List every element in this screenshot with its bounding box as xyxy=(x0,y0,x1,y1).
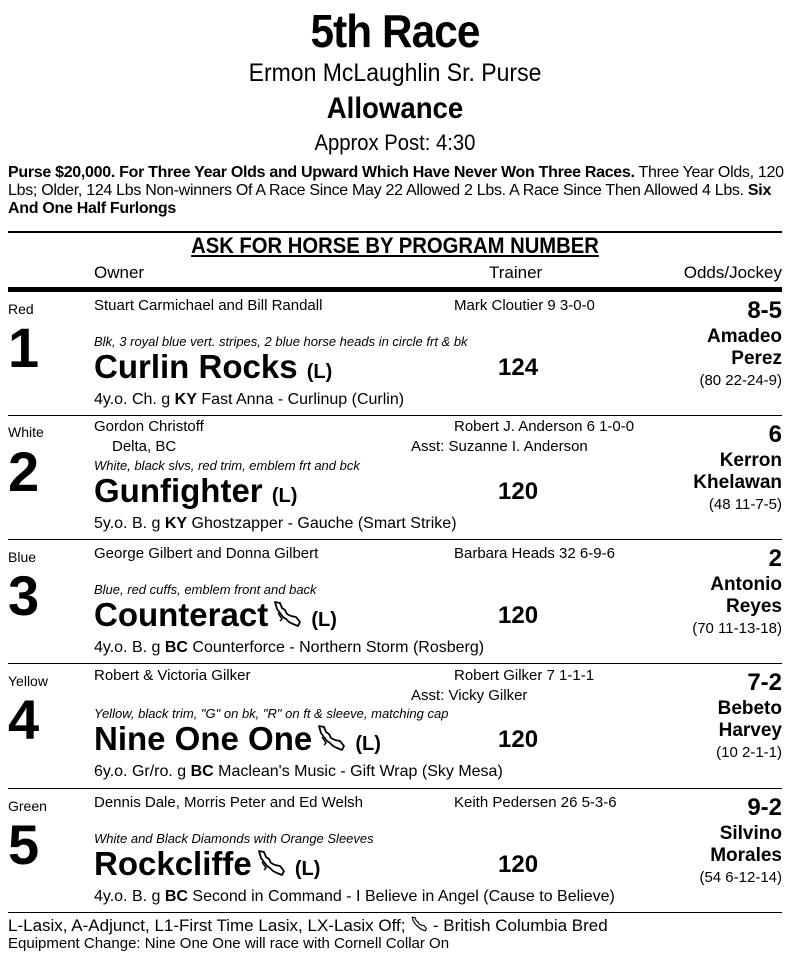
silks: White, black slvs, red trim, emblem frt and bck xyxy=(94,458,360,473)
trainer: Barbara Heads 32 6-9-6 xyxy=(454,545,615,562)
race-type: Allowance xyxy=(326,92,464,125)
jockey-stats: (10 2-1-1) xyxy=(716,744,782,761)
odds-jockey-column-header: Odds/Jockey xyxy=(683,263,782,282)
conditions-bold: Purse $20,000. For Three Year Olds and Upward Which Have Never Won Three Races. xyxy=(8,164,635,181)
conditions-plain: Three Year Olds, 120 Lbs; Older, 124 Lbs Non-winners Of A Race Since May 22 Allowed 2 Lbs. A Race Since Then Allowed 4 Lbs. xyxy=(8,164,784,199)
jockey-stats: (80 22-24-9) xyxy=(699,372,782,389)
medication: (L) xyxy=(306,361,333,383)
saddle-color: White xyxy=(8,424,44,440)
saddle-color: Blue xyxy=(8,549,37,565)
owner: Gordon Christoff xyxy=(94,418,204,435)
assistant-trainer: Asst: Suzanne I. Anderson xyxy=(411,438,588,455)
owner: Robert & Victoria Gilker xyxy=(94,667,251,684)
bc-bred-icon xyxy=(410,916,428,937)
odds: 2 xyxy=(768,545,782,572)
jockey-stats: (54 6-12-14) xyxy=(699,869,782,886)
horse-name-line xyxy=(94,471,297,516)
bred-state: BC xyxy=(164,888,188,905)
odds: 6 xyxy=(768,421,782,448)
pedigree xyxy=(94,887,615,907)
age-sex: 4y.o. B. g xyxy=(94,639,165,656)
footer-divider xyxy=(8,912,782,913)
bc-bred-icon xyxy=(272,597,302,637)
medication: (L) xyxy=(355,733,381,755)
entry-2 xyxy=(0,416,790,540)
horse-name: Gunfighter xyxy=(94,472,263,509)
ask-banner: ASK FOR HORSE BY PROGRAM NUMBER xyxy=(191,233,599,258)
medication: (L) xyxy=(311,609,337,631)
pedigree xyxy=(94,638,484,658)
age-sex: 4y.o. Ch. g xyxy=(94,391,175,408)
legend-bc-text: - British Columbia Bred xyxy=(428,916,608,935)
entry-3 xyxy=(0,540,790,664)
jockey: Antonio Reyes xyxy=(710,574,782,617)
bred-state: KY xyxy=(174,391,197,408)
medication: (L) xyxy=(294,858,321,880)
jockey-stats: (48 11-7-5) xyxy=(708,496,782,513)
jockey: Bebeto Harvey xyxy=(717,698,782,741)
entry-5 xyxy=(0,789,790,913)
legend-text: L-Lasix, A-Adjunct, L1-First Time Lasix, LX-Lasix Off; xyxy=(8,916,411,935)
program-number: 4 xyxy=(8,688,40,751)
silks: Yellow, black trim, "G" on bk, "R" on ft & sleeve, matching cap xyxy=(94,706,449,721)
entry-4 xyxy=(0,664,790,788)
jockey: Amadeo Perez xyxy=(707,326,782,369)
weight: 120 xyxy=(498,851,539,878)
bc-bred-icon xyxy=(316,721,346,761)
purse-name: Ermon McLaughlin Sr. Purse xyxy=(248,59,542,87)
pedigree xyxy=(94,762,503,782)
sire-dam: Fast Anna - Curlinup (Curlin) xyxy=(196,391,405,408)
horse-name: Curlin Rocks xyxy=(94,348,298,385)
silks: Blue, red cuffs, emblem front and back xyxy=(94,582,317,597)
pedigree xyxy=(94,390,404,410)
horse-name-line xyxy=(94,844,320,889)
owner: Stuart Carmichael and Bill Randall xyxy=(94,297,323,314)
sire-dam: Ghostzapper - Gauche (Smart Strike) xyxy=(187,515,457,532)
saddle-color: Yellow xyxy=(8,673,48,689)
odds: 9-2 xyxy=(747,794,782,821)
pedigree xyxy=(94,514,457,534)
program-number: 5 xyxy=(8,813,40,876)
horse-name: Rockcliffe xyxy=(94,845,252,882)
weight: 124 xyxy=(498,354,539,381)
owner-column-header: Owner xyxy=(94,263,145,282)
trainer: Robert Gilker 7 1-1-1 xyxy=(454,667,595,684)
program-number: 2 xyxy=(8,440,40,503)
race-distance: Six And One Half Furlongs xyxy=(8,182,772,217)
sire-dam: Counterforce - Northern Storm (Rosberg) xyxy=(187,639,485,656)
equipment-change: Equipment Change: Nine One One will race with Cornell Collar On xyxy=(8,935,450,952)
odds: 8-5 xyxy=(747,297,782,324)
program-number: 1 xyxy=(8,316,40,379)
owner: George Gilbert and Donna Gilbert xyxy=(94,545,319,562)
program-number: 3 xyxy=(8,564,40,627)
horse-name-line xyxy=(94,719,381,764)
saddle-color: Red xyxy=(8,301,34,317)
post-time: Approx Post: 4:30 xyxy=(314,130,476,155)
silks: Blk, 3 royal blue vert. stripes, 2 blue horse heads in circle frt & bk xyxy=(94,334,468,349)
trainer: Robert J. Anderson 6 1-0-0 xyxy=(454,418,635,435)
jockey: Silvino Morales xyxy=(710,823,782,866)
bred-state: BC xyxy=(164,639,188,656)
race-title: 5th Race xyxy=(310,5,480,57)
horse-name-line xyxy=(94,347,332,392)
legend xyxy=(8,916,608,937)
race-conditions xyxy=(8,164,784,218)
trainer-column-header: Trainer xyxy=(489,263,543,282)
owner-location: Delta, BC xyxy=(112,438,177,455)
horse-name: Nine One One xyxy=(94,720,313,757)
medication: (L) xyxy=(271,485,298,507)
sire-dam: Maclean's Music - Gift Wrap (Sky Mesa) xyxy=(213,763,503,780)
trainer: Mark Cloutier 9 3-0-0 xyxy=(454,297,595,314)
assistant-trainer: Asst: Vicky Gilker xyxy=(411,687,528,704)
silks: White and Black Diamonds with Orange Sleeves xyxy=(94,831,374,846)
weight: 120 xyxy=(498,602,539,629)
bc-bred-icon xyxy=(256,846,286,886)
jockey: Kerron Khelawan xyxy=(693,450,782,493)
odds: 7-2 xyxy=(747,669,782,696)
trainer: Keith Pedersen 26 5-3-6 xyxy=(454,794,617,811)
horse-name: Counteract xyxy=(94,596,269,633)
weight: 120 xyxy=(498,478,539,505)
horse-name-line xyxy=(94,595,337,640)
age-sex: 6y.o. Gr/ro. g xyxy=(94,763,191,780)
weight: 120 xyxy=(498,726,539,753)
entry-1 xyxy=(0,292,790,416)
bred-state: KY xyxy=(164,515,188,532)
jockey-stats: (70 11-13-18) xyxy=(692,620,782,637)
age-sex: 5y.o. B. g xyxy=(94,515,165,532)
owner: Dennis Dale, Morris Peter and Ed Welsh xyxy=(94,794,364,811)
sire-dam: Second in Command - I Believe in Angel (Cause to Believe) xyxy=(187,888,615,905)
age-sex: 4y.o. B. g xyxy=(94,888,165,905)
bred-state: BC xyxy=(190,763,214,780)
saddle-color: Green xyxy=(8,798,47,814)
